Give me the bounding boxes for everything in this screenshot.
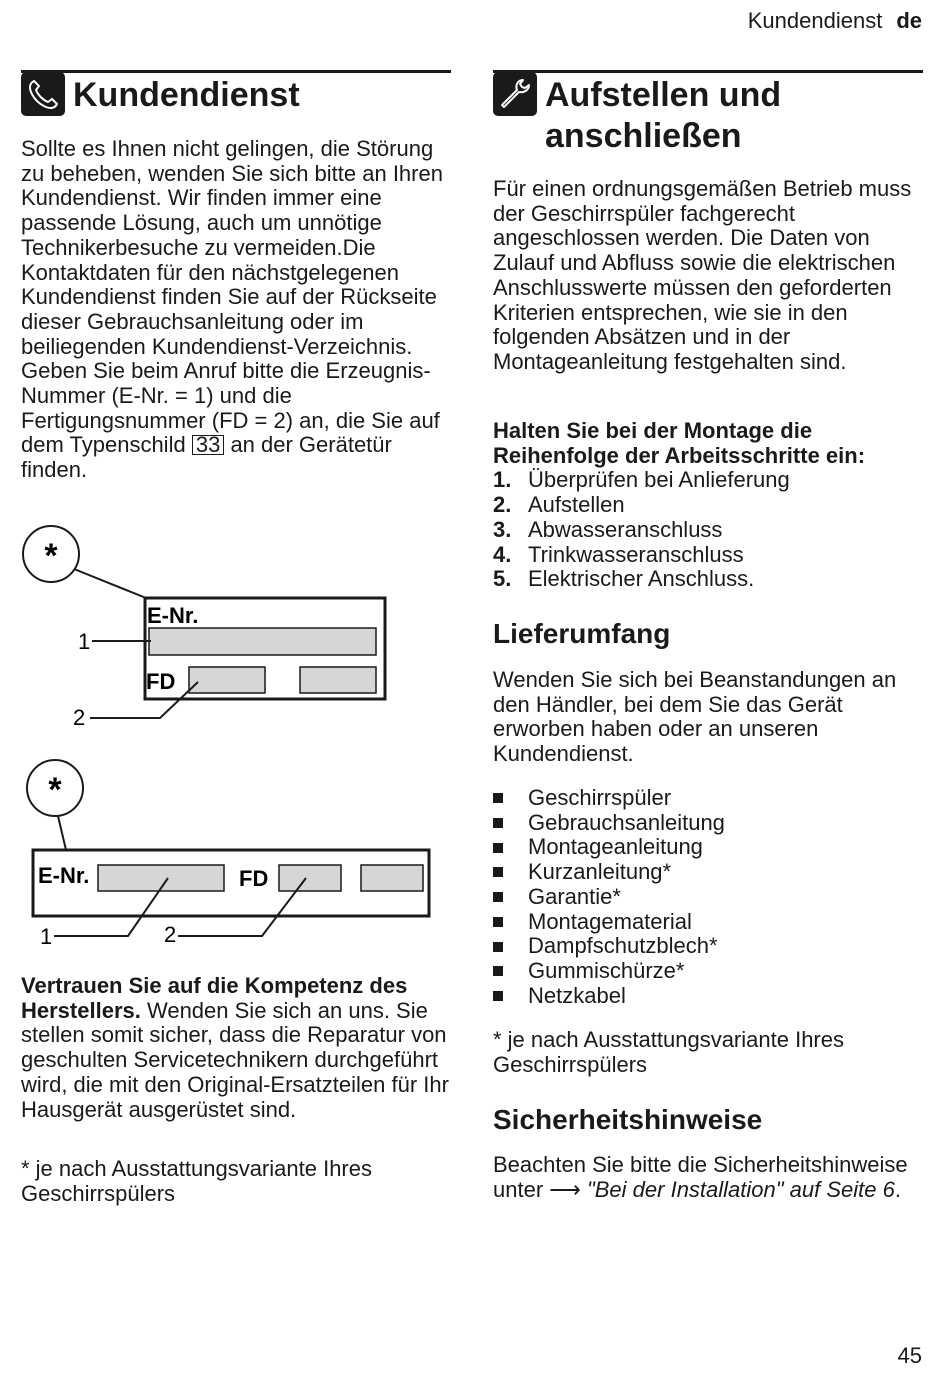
delivery-footnote: [493, 1028, 921, 1077]
arrow-icon: ⟶: [549, 1176, 581, 1202]
delivery-title: Lieferumfang: [493, 618, 671, 649]
delivery-footnote-text: * je nach Ausstattungsvariante Ihres Geschirrspülers: [493, 1027, 844, 1077]
list-item: 5. Elektrischer Anschluss.: [493, 566, 755, 592]
list-item: Kurzanleitung*: [493, 860, 921, 885]
list-item: Gebrauchsanleitung: [493, 811, 921, 836]
list-item: 3. Abwasseranschluss: [493, 516, 723, 542]
delivery-intro-text: Wenden Sie sich bei Beanstandungen an den Händler, bei dem Sie das Gerät erworben haben oder an unseren Kundendienst.: [493, 667, 897, 767]
header-language: de: [896, 8, 922, 33]
star-top: *: [44, 537, 58, 575]
list-item: Montageanleitung: [493, 835, 921, 860]
intro-text-end: an der Gerätetür finden.: [21, 432, 392, 483]
safety-title: Sicherheitshinweise: [493, 1104, 763, 1135]
safety-paragraph: [493, 1153, 921, 1202]
list-item: Netzkabel: [493, 984, 921, 1009]
trust-paragraph: [21, 974, 449, 1122]
header-section: Kundendienst: [747, 8, 883, 33]
list-item: Dampfschutzblech*: [493, 934, 921, 959]
right-title-line1: Aufstellen und: [545, 76, 782, 114]
label-2-bottom: 2: [164, 922, 177, 947]
fd-label-2: FD: [239, 866, 269, 891]
star-bottom: *: [48, 771, 62, 809]
label-1-bottom: 1: [40, 924, 53, 949]
safety-link[interactable]: "Bei der Installation" auf Seite 6: [586, 1176, 895, 1202]
left-title-rule: [21, 70, 451, 73]
left-footnote: [21, 1157, 449, 1206]
right-title-line2: anschließen: [545, 117, 742, 155]
enr-label-2: E-Nr.: [38, 863, 90, 888]
safety-end: .: [894, 1176, 901, 1202]
left-title: Kundendienst: [73, 76, 300, 114]
wrench-icon: [493, 72, 537, 116]
steps-heading: Halten Sie bei der Montage die Reihenfolge der Arbeitsschritte ein:: [493, 418, 866, 468]
steps-list: [493, 468, 921, 592]
label-2-top: 2: [73, 705, 86, 730]
left-intro: [21, 137, 449, 483]
delivery-intro: [493, 668, 921, 767]
list-item: Gummischürze*: [493, 959, 921, 984]
phone-icon: [21, 72, 65, 116]
typeplate-ref: 33: [192, 435, 224, 455]
page-number: 45: [897, 1343, 922, 1368]
trust-text: Wenden Sie sich an uns. Sie stellen somit sicher, dass die Reparatur von geschulten Servicetechnikern durchgeführt wird, die mit den Original-Ersatzteilen für Ihr Hausgerät ausgerüstet sind.: [21, 997, 449, 1122]
list-item: Garantie*: [493, 885, 921, 910]
list-item: Geschirrspüler: [493, 786, 921, 811]
typeplate-diagram: [18, 520, 438, 950]
running-header: [748, 8, 922, 34]
intro-text: Sollte es Ihnen nicht gelingen, die Störung zu beheben, wenden Sie sich bitte an Ihren Kundendienst. Wir finden immer eine passende Lösung, auch um unnötige Technikerbesuche zu vermeiden.Die Kontaktdaten für den nächstgelegenen Kundendienst finden Sie auf der Rückseite dieser Gebrauchsanleitung oder im beiliegenden Kundendienst-Verzeichnis. Geben Sie beim Anruf bitte die Erzeugnis-Nummer (E-Nr. = 1) und die Fertigungsnummer (FD = 2) an, die Sie auf dem Typenschild: [21, 136, 443, 458]
label-1-top: 1: [78, 629, 91, 654]
trust-bold: Vertrauen Sie auf die Kompetenz des Herstellers.: [21, 973, 408, 1023]
enr-label-1: E-Nr.: [147, 603, 199, 628]
steps-block: [493, 419, 921, 592]
right-intro-text: Für einen ordnungsgemäßen Betrieb muss der Geschirrspüler fachgerecht angeschlossen werden. Die Daten von Zulauf und Abfluss sowie die elektrischen Anschlusswerte müssen den geforderten Kriterien entsprechen, wie sie in den folgenden Absätzen und in der Montageanleitung festgehalten sind.: [493, 176, 912, 374]
list-item: 2. Aufstellen: [493, 492, 625, 518]
fd-label-1: FD: [146, 669, 176, 694]
right-title-rule: [493, 70, 923, 73]
list-item: 1. Überprüfen bei Anlieferung: [493, 467, 790, 493]
safety-text: Beachten Sie bitte die Sicherheitshinweise unter: [493, 1152, 908, 1202]
delivery-list-block: [493, 786, 921, 1008]
delivery-list: [493, 786, 921, 1008]
left-footnote-text: * je nach Ausstattungsvariante Ihres Geschirrspülers: [21, 1156, 372, 1206]
right-intro: [493, 177, 921, 375]
list-item: 4. Trinkwasseranschluss: [493, 541, 744, 567]
list-item: Montagematerial: [493, 910, 921, 935]
